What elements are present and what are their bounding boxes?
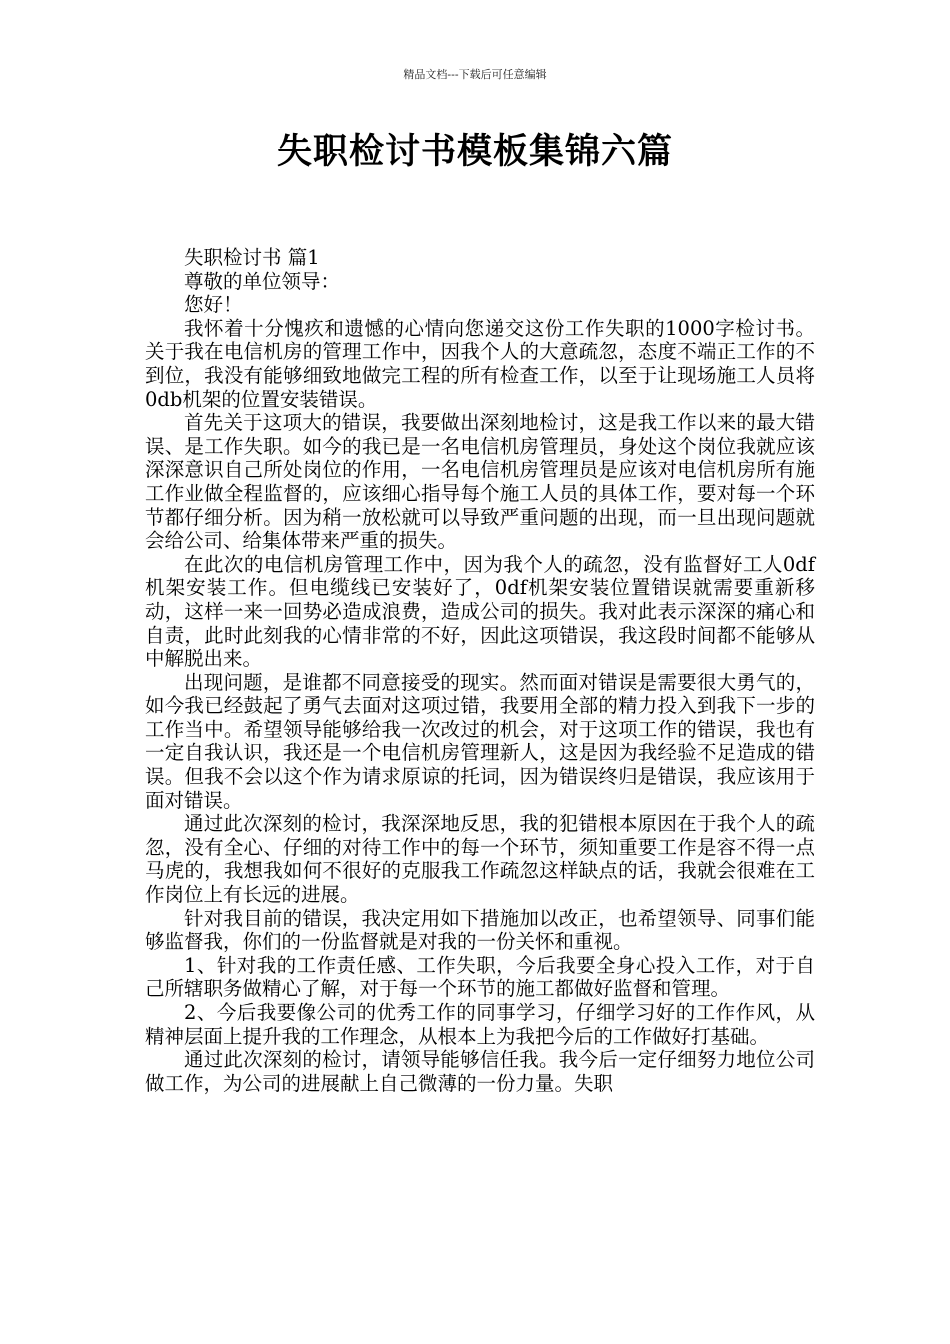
section-heading: 失职检讨书 篇1 — [184, 246, 320, 269]
body-paragraph: 我怀着十分愧疚和遗憾的心情向您递交这份工作失职的1000字检讨书。关于我在电信机房的管理工作中，因我个人的大意疏忽，态度不端正工作的不到位，我没有能够细致地做完工程的所有检查工作，以至于让现场施工人员将0db机架的位置安装错误。 — [145, 316, 815, 411]
body-paragraph: 通过此次深刻的检讨，请领导能够信任我。我今后一定仔细努力地位公司做工作，为公司的进展献上自己微薄的一份力量。失职 — [145, 1048, 815, 1095]
body-paragraph: 通过此次深刻的检讨，我深深地反思，我的犯错根本原因在于我个人的疏忽，没有全心、仔细的对待工作中的每一个环节，须知重要工作是容不得一点马虎的，我想我如何不很好的克服我工作疏忽这样缺点的话，我就会很难在工作岗位上有长远的进展。 — [145, 812, 815, 907]
document-body — [145, 246, 815, 1095]
document-title: 失职检讨书模板集锦六篇 — [276, 131, 673, 172]
page-header-note: 精品文档---下载后可任意编辑 — [403, 68, 547, 81]
body-paragraph: 在此次的电信机房管理工作中，因为我个人的疏忽，没有监督好工人0df机架安装工作。但电缆线已安装好了，0df机架安装位置错误就需要重新移动，这样一来一回势必造成浪费，造成公司的损失。我对此表示深深的痛心和自责，此时此刻我的心情非常的不好，因此这项错误，我这段时间都不能够从中解脱出来。 — [145, 552, 815, 671]
greeting: 您好！ — [184, 293, 243, 317]
list-item: 1、针对我的工作责任感、工作失职，今后我要全身心投入工作，对于自己所辖职务做精心了解，对于每一个环节的施工都做好监督和管理。 — [145, 953, 815, 1001]
body-paragraph: 针对我目前的错误，我决定用如下措施加以改正，也希望领导、同事们能够监督我，你们的一份监督就是对我的一份关怀和重视。 — [145, 906, 815, 954]
body-paragraph: 首先关于这项大的错误，我要做出深刻地检讨，这是我工作以来的最大错误、是工作失职。如今的我已是一名电信机房管理员，身处这个岗位我就应该深深意识自己所处岗位的作用，一名电信机房管理员是应该对电信机房所有施工作业做全程监督的，应该细心指导每个施工人员的具体工作，要对每一个环节都仔细分析。因为稍一放松就可以导致严重问题的出现，而一旦出现问题就会给公司、给集体带来严重的损失。 — [145, 411, 815, 553]
salutation: 尊敬的单位领导： — [184, 269, 341, 293]
body-paragraph: 出现问题，是谁都不同意接受的现实。然而面对错误是需要很大勇气的，如今我已经鼓起了勇气去面对这项过错，我要用全部的精力投入到我下一步的工作当中。希望领导能够给我一次改过的机会，对于这项工作的错误，我也有一定自我认识，我还是一个电信机房管理新人，这是因为我经验不足造成的错误。但我不会以这个作为请求原谅的托词，因为错误终归是错误，我应该用于面对错误。 — [145, 670, 815, 812]
list-item: 2、今后我要像公司的优秀工作的同事学习，仔细学习好的工作作风，从精神层面上提升我的工作理念，从根本上为我把今后的工作做好打基础。 — [145, 1001, 815, 1048]
